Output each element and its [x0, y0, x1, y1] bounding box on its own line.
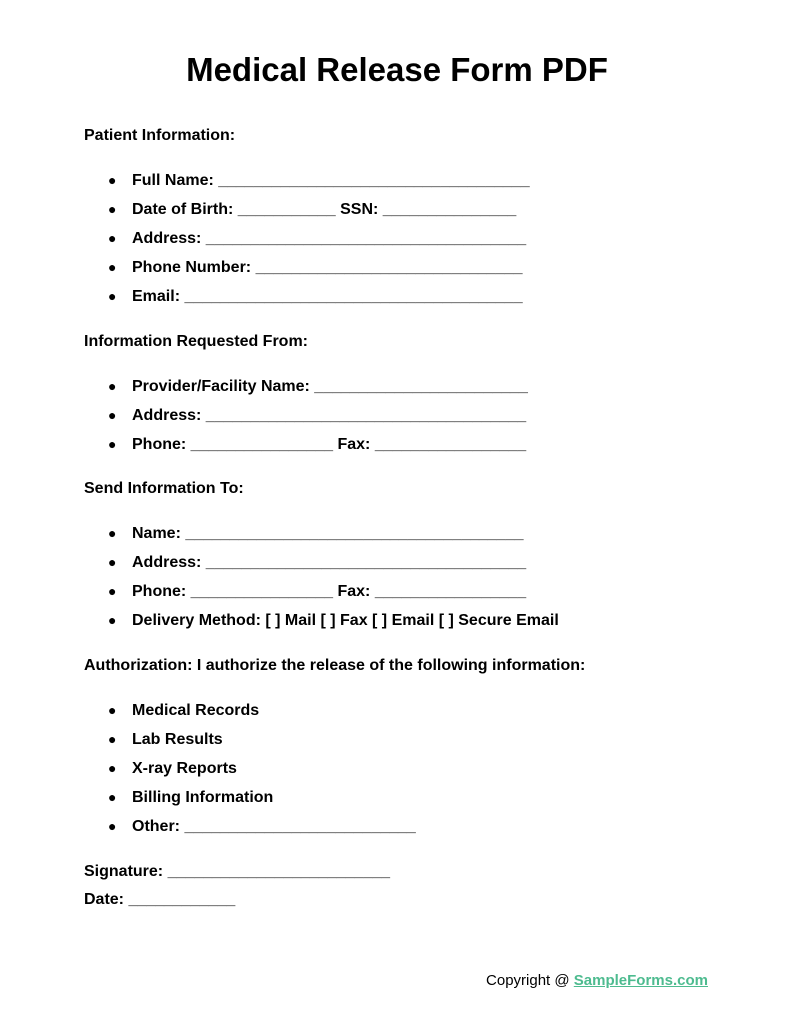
list-item-billing-information — [108, 783, 416, 812]
dob-ssn-field: Date of Birth: ___________ SSN: _______________ — [132, 201, 517, 218]
medical-records-option: Medical Records — [132, 702, 260, 719]
recipient-name-field: Name: ______________________________________ — [132, 525, 524, 542]
billing-information-option: Billing Information — [132, 789, 274, 806]
bullet-icon: ● — [108, 378, 117, 394]
list-item-other — [108, 812, 416, 841]
send-to-list — [108, 519, 559, 635]
list-item-provider — [108, 372, 528, 401]
xray-reports-option: X-ray Reports — [132, 760, 237, 777]
bullet-icon: ● — [108, 525, 117, 541]
bullet-icon: ● — [108, 731, 117, 747]
list-item-email — [108, 282, 530, 311]
full-name-field: Full Name: ___________________________________ — [132, 172, 530, 189]
bullet-icon: ● — [108, 554, 117, 570]
sampleforms-link[interactable]: SampleForms.com — [573, 972, 708, 989]
delivery-method-field: Delivery Method: [ ] Mail [ ] Fax [ ] Email [ ] Secure Email — [132, 612, 559, 629]
lab-results-option: Lab Results — [132, 731, 223, 748]
bullet-icon: ● — [108, 172, 117, 188]
provider-facility-field: Provider/Facility Name: ________________________ — [132, 378, 528, 395]
bullet-icon: ● — [108, 288, 117, 304]
list-item-lab-results — [108, 725, 416, 754]
phone-number-field: Phone Number: ______________________________ — [132, 259, 523, 276]
patient-info-heading: Patient Information: — [84, 127, 236, 144]
bullet-icon: ● — [108, 818, 117, 834]
bullet-icon: ● — [108, 612, 117, 628]
authorization-list — [108, 696, 416, 841]
list-item-delivery-method — [108, 606, 559, 635]
recipient-address-field: Address: ____________________________________ — [132, 554, 527, 571]
email-field: Email: ______________________________________ — [132, 288, 523, 305]
list-item-recipient-address — [108, 548, 559, 577]
other-option-field: Other: __________________________ — [132, 818, 416, 835]
bullet-icon: ● — [108, 259, 117, 275]
address-field: Address: ____________________________________ — [132, 230, 527, 247]
list-item-medical-records — [108, 696, 416, 725]
date-line: Date: ____________ — [84, 891, 236, 908]
list-item-address — [108, 224, 530, 253]
page-title: Medical Release Form PDF — [186, 51, 608, 88]
list-item-provider-address — [108, 401, 528, 430]
list-item-xray-reports — [108, 754, 416, 783]
copyright-footer — [486, 971, 708, 991]
send-to-heading: Send Information To: — [84, 480, 244, 497]
bullet-icon: ● — [108, 789, 117, 805]
list-item-dob-ssn — [108, 195, 530, 224]
bullet-icon: ● — [108, 583, 117, 599]
list-item-recipient-name — [108, 519, 559, 548]
bullet-icon: ● — [108, 201, 117, 217]
copyright-prefix: Copyright @ — [486, 972, 574, 989]
list-item-recipient-phone-fax — [108, 577, 559, 606]
bullet-icon: ● — [108, 436, 117, 452]
bullet-icon: ● — [108, 702, 117, 718]
provider-phone-fax-field: Phone: ________________ Fax: _________________ — [132, 436, 527, 453]
requested-from-heading: Information Requested From: — [84, 333, 309, 350]
bullet-icon: ● — [108, 230, 117, 246]
provider-address-field: Address: ____________________________________ — [132, 407, 527, 424]
recipient-phone-fax-field: Phone: ________________ Fax: _________________ — [132, 583, 527, 600]
signature-line: Signature: _________________________ — [84, 863, 391, 880]
list-item-provider-phone-fax — [108, 430, 528, 459]
list-item-phone — [108, 253, 530, 282]
patient-info-list — [108, 166, 530, 311]
bullet-icon: ● — [108, 407, 117, 423]
list-item-full-name — [108, 166, 530, 195]
requested-from-list — [108, 372, 528, 459]
bullet-icon: ● — [108, 760, 117, 776]
authorization-heading: Authorization: I authorize the release of the following information: — [84, 657, 586, 674]
